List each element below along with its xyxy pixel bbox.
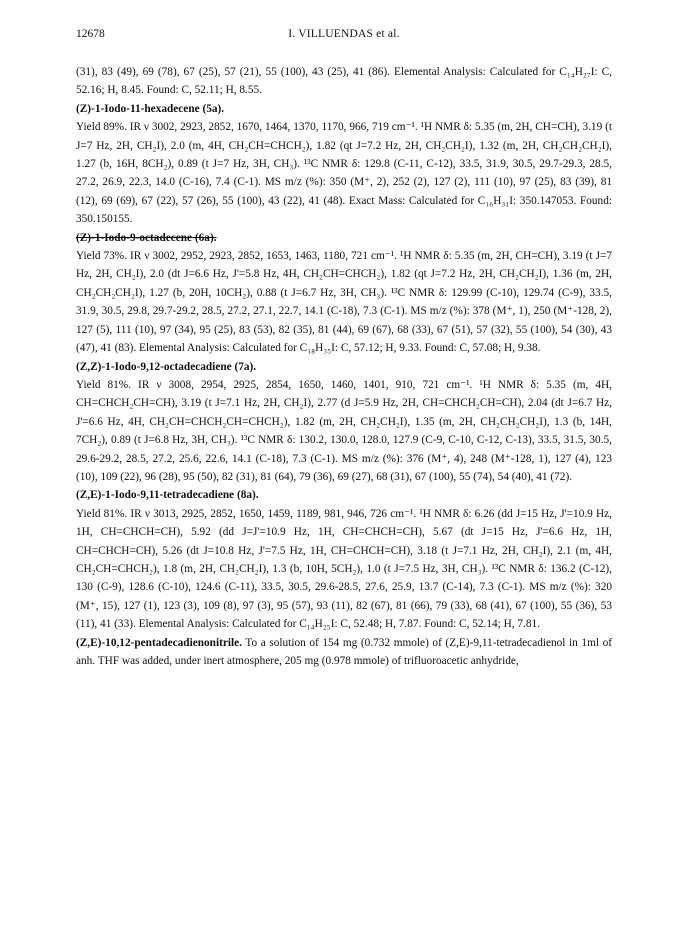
text-paragraph: Yield 89%. IR ν 3002, 2923, 2852, 1670, 1464, 1370, 1170, 966, 719 cm⁻¹. ¹H NMR δ: 5.35 (m, 2H, CH=CH), 3.19 (t J=7 Hz, 2H, CH₂I), 2.0 (m, 4H, CH₂CH=CHCH₂), 1.82 (qt J=7.2 Hz, 2H, CH₂CH₂I), 1.32 (m, 2H, CH₂CH₂CH₂I), 1.27 (b, 16H, 8CH₂), 0.89 (t J=7 Hz, 3H, CH₃). ¹³C NMR δ: 129.8 (C-11, C-12), 33.5, 31.9, 30.5, 29.7-29.3, 28.5, 27.2, 26.9, 22.3, 14.0 (C-16), 7.4 (C-1). MS m/z (%): 350 (M⁺, 2), 252 (2), 127 (2), 111 (10), 97 (25), 83 (39), 81 (12), 69 (69), 67 (22), 57 (26), 55 (100), 43 (22), 41 (48). Exact Mass: Calculated for C₁₆H₃₁I: 350.147053. Found: 350.150155.	[76, 121, 612, 226]
compound-heading: (Z)-1-Iodo-11-hexadecene (5a).	[76, 102, 225, 115]
text-paragraph: Yield 81%. IR ν 3008, 2954, 2925, 2854, 1650, 1460, 1401, 910, 721 cm⁻¹. ¹H NMR δ: 5.35 (m, 4H, CH=CHCH₂CH=CH), 3.19 (t J=7.1 Hz, 2H, CH₂I), 2.77 (d J=5.9 Hz, 2H, CH=CHCH₂CH=CH), 2.04 (dt J=6.7 Hz, J'=6.6 Hz, 4H, CH₂CH=CHCH₂CH=CHCH₂), 1.82 (m, 2H, CH₂CH₂I), 1.35 (m, 2H, CH₂CH₂CH₂I), 1.3 (b, 14H, 7CH₂), 0.89 (t J=6.8 Hz, 3H, CH₃). ¹³C NMR δ: 130.2, 130.0, 128.0, 127.9 (C-9, C-10, C-12, C-13), 33.5, 31.5, 30.5, 29.6-29.2, 28.5, 27.2, 25.6, 22.6, 14.1 (C-18), 7.3 (C-1). MS m/z (%): 376 (M⁺, 4), 248 (M⁺-128, 1), 127 (4), 123 (10), 109 (22), 96 (28), 95 (50), 82 (31), 81 (64), 79 (36), 69 (27), 68 (31), 67 (100), 55 (74), 54 (40), 41 (72).	[76, 378, 612, 483]
running-head: I. VILLUENDAS et al.	[288, 28, 400, 40]
text-paragraph: (31), 83 (49), 69 (78), 67 (25), 57 (21), 55 (100), 43 (25), 41 (86). Elemental Analysis: Calculated for C₁₄H₂₇I: C, 52.16; H, 8.45. Found: C, 52.11; H, 8.55.	[76, 66, 612, 97]
compound-heading: (Z,Z)-1-Iodo-9,12-octadecadiene (7a).	[76, 360, 257, 373]
page-header	[76, 28, 612, 46]
compound-heading: (Z,E)-1-Iodo-9,11-tetradecadiene (8a).	[76, 489, 259, 502]
text-paragraph: Yield 81%. IR ν 3013, 2925, 2852, 1650, 1459, 1189, 981, 946, 726 cm⁻¹. ¹H NMR δ: 6.26 (dd J=15 Hz, J'=10.9 Hz, 1H, CH=CHCH=CH), 5.92 (dd J=J'=10.9 Hz, 1H, CH=CHCH=CH), 5.67 (dt J=15 Hz, J'=6.6 Hz, 1H, CH=CHCH=CH), 5.26 (dt J=10.8 Hz, J'=7.5 Hz, 1H, CH=CHCH=CH), 3.18 (t J=7.1 Hz, 2H, CH₂I), 2.1 (m, 4H, CH₂CH=CHCH₂), 1.8 (m, 2H, CH₂CH₂I), 1.3 (b, 10H, 5CH₂), 1.0 (t J=7.5 Hz, 3H, CH₃). ¹³C NMR δ: 136.2 (C-12), 130 (C-9), 128.6 (C-10), 124.6 (C-11), 33.5, 30.5, 29.6-28.5, 27.6, 25.9, 13.7 (C-14), 7.3 (C-1). MS m/z (%): 320 (M⁺, 15), 127 (1), 123 (3), 109 (8), 97 (3), 95 (57), 93 (11), 82 (67), 81 (66), 79 (33), 68 (41), 67 (100), 55 (36), 53 (11), 41 (33). Elemental Analysis: Calculated for C₁₄H₂₅I: C, 52.48; H, 7.87. Found: C, 52.14; H, 7.81.	[76, 507, 612, 631]
paragraph-lead-text: To a solution of 154 mg (0.732 mmole) of (Z,E)-9,11-tetradecadienol in 1ml of anh. THF was added, under inert atmosphere, 205 mg (0.978 mmole) of trifluoroacetic anhydride,	[76, 636, 612, 667]
text-paragraph-lead	[76, 634, 612, 671]
compound-heading-struck: (Z)-1-Iodo-9-octadecene (6a).	[76, 231, 217, 244]
paragraph-lead-heading: (Z,E)-10,12-pentadecadienonitrile.	[76, 636, 242, 649]
article-body	[76, 63, 612, 670]
page-number: 12678	[76, 28, 105, 40]
text-paragraph: Yield 73%. IR ν 3002, 2952, 2923, 2852, 1653, 1463, 1180, 721 cm⁻¹. ¹H NMR δ: 5.35 (m, 2H, CH=CH), 3.19 (t J=7 Hz, 2H, CH₂I), 2.0 (dt J=6.6 Hz, J'=5.8 Hz, 4H, CH₂CH=CHCH₂), 1.82 (qt J=7.2 Hz, 2H, CH₂CH₂I), 1.36 (m, 2H, CH₂CH₂CH₂I), 1.27 (b, 20H, 10CH₂), 0.88 (t J=6.7 Hz, 3H, CH₃). ¹³C NMR δ: 129.99 (C-10), 129.74 (C-9), 33.5, 31.9, 30.5, 29.8, 29.7-29.2, 28.5, 27.2, 27.1, 22.7, 14.1 (C-18), 7.3 (C-1). MS m/z (%): 378 (M⁺, 1), 250 (M⁺-128, 2), 127 (5), 111 (10), 97 (34), 95 (25), 83 (53), 82 (35), 81 (44), 69 (67), 68 (33), 67 (51), 57 (32), 55 (100), 54 (30), 43 (47), 41 (83). Elemental Analysis: Calculated for C₁₈H₃₅I: C, 57.12; H, 9.33. Found: C, 57.08; H, 9.38.	[76, 250, 612, 355]
